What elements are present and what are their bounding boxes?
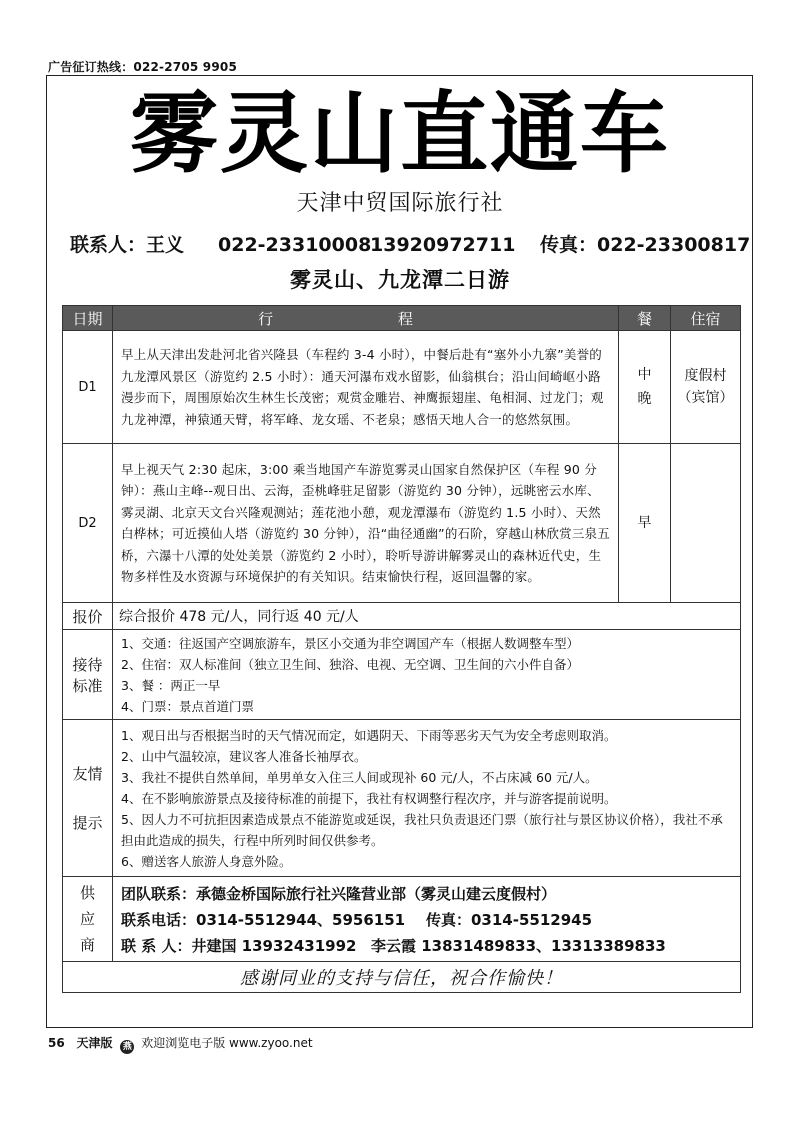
list-item: 6、赠送客人旅游人身意外险。 [121,853,292,869]
list-item: 4、门票：景点首道门票 [121,698,254,714]
standard-list [113,630,741,720]
header-date: 日期 [63,306,113,331]
supplier-row [63,877,741,962]
tour-name: 雾灵山、九龙潭二日游 [290,268,510,292]
list-item: 1、交通：往返国产空调旅游车，景区小交通为非空调国产车（根据人数调整车型） [121,635,579,651]
supplier-label: 供 应 商 [63,877,113,962]
supplier-phone-line: 联系电话：0314-5512944、5956151 传真：0314-5512945 [121,911,593,929]
list-item: 5、因人力不可抗拒因素造成景点不能游览或延误，我社只负责退还门票（旅行社与景区协议价格），我社不承担由此造成的损失，行程中所列时间仅供参考。 [121,811,723,848]
supplier-person-line: 联 系 人：井建国 13932431992 李云霞 13831489833、13313389833 [121,937,666,955]
footer-link[interactable]: 欢迎浏览电子版 www.zyoo.net [141,1036,313,1050]
day-meals: 早 [619,444,671,603]
ad-hotline: 广告征订热线：022-2705 9905 [48,60,238,74]
page-footer [48,1034,313,1054]
page-number: 56 [48,1036,65,1050]
day-description: 早上从天津出发赴河北省兴隆县（车程约 3-4 小时），中餐后赴有“塞外小九寨”美誉的九龙潭风景区（游览约 2.5 小时）：通天河瀑布戏水留影，仙翁棋台；沿山间崎岖小路漫步而下，周围原始次生林生长茂密；观赏金雕岩、神鹰振翅崖、龟相洞、过龙门；观九龙神潭，神猿通天臂，将军峰、龙女瑶、不老泉；感悟天地人合一的悠然氛围。 [113,331,619,444]
edition-label: 天津版 [76,1036,113,1050]
slogan: 感谢同业的支持与信任，祝合作愉快！ [63,962,741,993]
day-row-2 [63,444,741,603]
price-text: 综合报价 478 元/人，同行返 40 元/人 [113,603,741,630]
day-label: D1 [63,331,113,444]
list-item: 2、山中气温较凉，建议客人准备长袖厚衣。 [121,748,367,764]
header-stay: 住宿 [671,306,741,331]
supplier-info [113,877,741,962]
day-meals: 中 晚 [619,331,671,444]
page-title: 雾灵山直通车 [129,82,670,185]
list-item: 3、我社不提供自然单间，单男单女入住三人间或现补 60 元/人，不占床减 60 元/人。 [121,769,598,785]
header-meal: 餐 [619,306,671,331]
contact-line [70,230,750,257]
agency-name: 天津中贸国际旅行社 [296,191,504,216]
table-header-row [63,306,741,331]
list-item: 4、在不影响旅游景点及接待标准的前提下，我社有权调整行程次序，并与游客提前说明。 [121,790,617,806]
contact-fax: 传真：022-23300817 [540,234,751,256]
contact-phone-1: 022-23310008 [218,234,372,256]
standard-label: 接待 标准 [63,630,113,720]
day-stay: 度假村 （宾馆） [671,331,741,444]
supplier-group: 团队联系：承德金桥国际旅行社兴隆营业部（雾灵山建云度假村） [121,885,557,903]
price-row [63,603,741,630]
itinerary-table [62,305,741,993]
list-item: 1、观日出与否根据当时的天气情况而定，如遇阴天、下雨等恶劣天气为安全考虑则取消。 [121,727,617,743]
list-item: 3、餐 ：两正一早 [121,677,221,693]
tips-label: 友情 提示 [63,720,113,877]
standard-row [63,630,741,720]
tips-list [113,720,741,877]
contact-phone-2: 13920972711 [370,234,516,256]
tips-row [63,720,741,877]
edition-badge-icon: 燕 [120,1040,134,1054]
day-stay [671,444,741,603]
day-description: 早上视天气 2:30 起床，3:00 乘当地国产车游览雾灵山国家自然保护区（车程 90 分钟）：燕山主峰--观日出、云海，歪桃峰驻足留影（游览约 30 分钟），远眺密云水库、雾灵湖、北京天文台兴隆观测站；莲花池小憩，观龙潭瀑布（游览约 1.5 小时）、天然白桦林；可近摸仙人塔（游览约 30 分钟），沿“曲径通幽”的石阶，穿越山林欣赏三泉五桥，六瀑十八潭的处处美景（游览约 2 小时），聆听导游讲解雾灵山的森林近代史，生物多样性及水资源与环境保护的有关知识。结束愉快行程，返回温馨的家。 [113,444,619,603]
list-item: 2、住宿：双人标准间（独立卫生间、独浴、电视、无空调、卫生间的六小件自备） [121,656,579,672]
slogan-row [63,962,741,993]
day-row-1 [63,331,741,444]
header-route: 行 程 [113,306,619,331]
contact-person: 联系人：王义 [70,234,185,256]
day-label: D2 [63,444,113,603]
price-label: 报价 [63,603,113,630]
